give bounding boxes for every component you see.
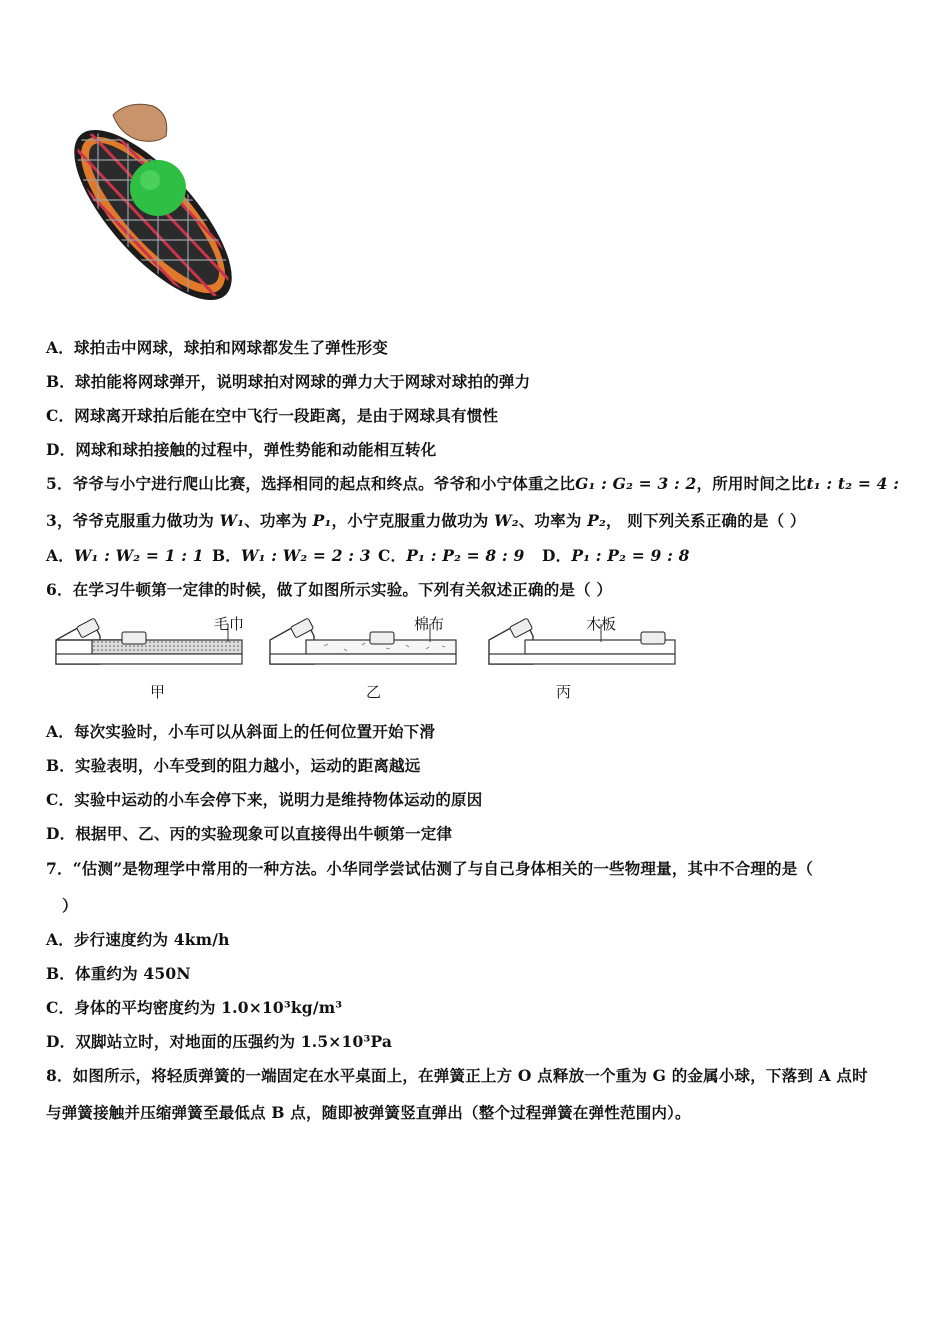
q4-option-b: B．球拍能将网球弹开，说明球拍对网球的弹力大于网球对球拍的弹力 — [46, 372, 531, 391]
figure-label-bing: 丙 — [556, 683, 572, 701]
q6-option-a: A．每次实验时，小车可以从斜面上的任何位置开始下滑 — [46, 722, 436, 741]
q6-option-b: B．实验表明，小车受到的阻力越小，运动的距离越远 — [46, 756, 421, 775]
q7-stem-line1: 7．“估测”是物理学中常用的一种方法。小华同学尝试估测了与自己身体相关的一些物理量，其中不合理的是（ — [46, 859, 814, 878]
q4-option-d: D．网球和球拍接触的过程中，弹性势能和动能相互转化 — [46, 440, 437, 459]
q7-option-a: A．步行速度约为 4km/h — [46, 930, 230, 949]
ramp-figure-wood — [485, 612, 680, 672]
q6-stem: 6．在学习牛顿第一定律的时候，做了如图所示实验。下列有关叙述正确的是（ ） — [46, 580, 613, 599]
q5-stem-line2: 3，爷爷克服重力做功为 W₁、功率为 P₁，小宁克服重力做功为 W₂、功率为 P₂， 则下列关系正确的是（ ） — [46, 511, 806, 530]
q5-option-a: A．W₁ : W₂ = 1 : 1 — [46, 546, 204, 565]
q7-option-d: D．双脚站立时，对地面的压强约为 1.5×10³Pa — [46, 1032, 393, 1051]
q7-stem-line2: ） — [62, 896, 78, 915]
figure-label-jia: 甲 — [150, 683, 166, 701]
q7-option-c: C．身体的平均密度约为 1.0×10³kg/m³ — [46, 998, 343, 1017]
tennis-racket-image — [58, 100, 263, 315]
q4-option-c: C．网球离开球拍后能在空中飞行一段距离，是由于网球具有惯性 — [46, 406, 499, 425]
q5-stem-line1: 5．爷爷与小宁进行爬山比赛，选择相同的起点和终点。爷爷和小宁体重之比G₁ : G₂ = 3 : 2，所用时间之比t₁ : t₂ = 4 : — [46, 474, 900, 493]
surface-label-cotton: 棉布 — [414, 615, 445, 633]
q5-option-c: C．P₁ : P₂ = 8 : 9 — [378, 546, 525, 565]
q6-option-d: D．根据甲、乙、丙的实验现象可以直接得出牛顿第一定律 — [46, 824, 453, 843]
surface-label-towel: 毛巾 — [214, 615, 245, 633]
figure-label-yi: 乙 — [366, 683, 382, 701]
q7-option-b: B．体重约为 450N — [46, 964, 191, 983]
q5-option-d: D．P₁ : P₂ = 9 : 8 — [542, 546, 690, 565]
surface-label-wood: 木板 — [586, 615, 617, 633]
q6-option-c: C．实验中运动的小车会停下来，说明力是维持物体运动的原因 — [46, 790, 483, 809]
q5-option-b: B．W₁ : W₂ = 2 : 3 — [212, 546, 371, 565]
q8-stem-line2: 与弹簧接触并压缩弹簧至最低点 B 点，随即被弹簧竖直弹出（整个过程弹簧在弹性范围内）。 — [46, 1103, 691, 1122]
q8-stem-line1: 8．如图所示，将轻质弹簧的一端固定在水平桌面上，在弹簧正上方 O 点释放一个重为 G 的金属小球，下落到 A 点时 — [46, 1066, 868, 1085]
q4-option-a: A．球拍击中网球，球拍和网球都发生了弹性形变 — [46, 338, 388, 357]
